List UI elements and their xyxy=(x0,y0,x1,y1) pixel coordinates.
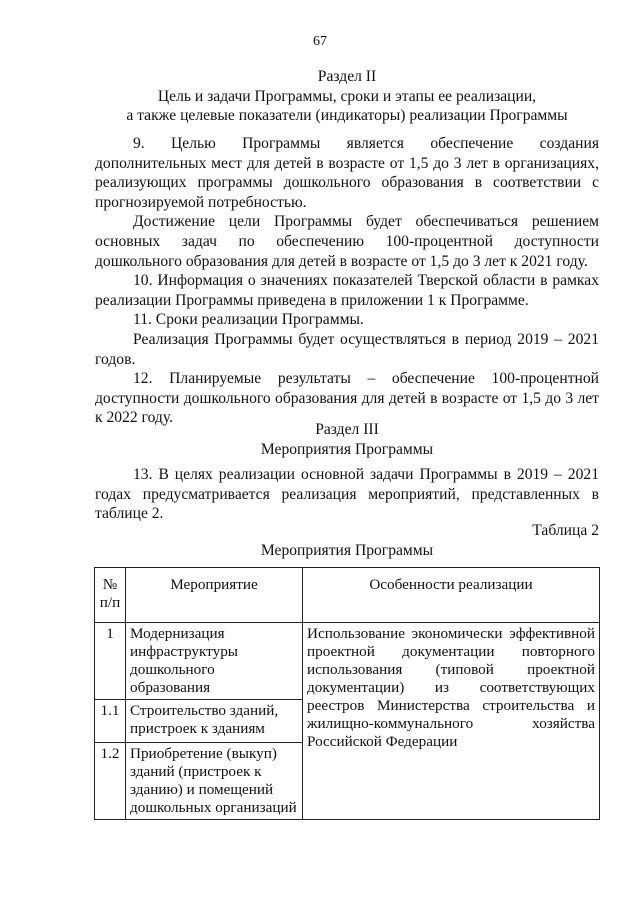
row-event: Строительство зданий, пристроек к зданиям xyxy=(126,700,303,743)
paragraph-12: 12. Планируемые результаты – обеспечение 100-процентной доступности дошкольного образования для детей в возрасте от 1,5 до 3 лет к 2022 году. xyxy=(95,370,599,427)
section-2-subtitle-line1: Цель и задачи Программы, сроки и этапы ее реализации, xyxy=(157,87,537,105)
header-event: Мероприятие xyxy=(126,568,303,623)
events-table xyxy=(94,567,600,820)
section-3-body xyxy=(95,465,599,524)
row-event: Приобретение (выкуп) зданий (пристроек к зданию) и помещений дошкольных организаций xyxy=(126,743,303,820)
section-3-heading xyxy=(95,420,599,459)
paragraph-13: 13. В целях реализации основной задачи Программы в 2019 – 2021 годах предусматривается реализация мероприятий, представленных в таблице 2. xyxy=(95,466,599,523)
page-number: 67 xyxy=(313,34,327,49)
section-3-subtitle: Мероприятия Программы xyxy=(260,440,434,458)
header-features: Особенности реализации xyxy=(303,568,600,623)
section-2-heading xyxy=(95,67,599,126)
table-caption-title: Мероприятия Программы xyxy=(260,542,434,559)
paragraph-goal-achievement: Достижение цели Программы будет обеспечиваться решением основных задач по обеспечению 100-процентной доступности дошкольного образования для детей в возрасте от 1,5 до 3 лет к 2021 году. xyxy=(95,213,599,270)
section-2-title: Раздел II xyxy=(317,68,377,85)
row-event: Модернизация инфраструктуры дошкольного образования xyxy=(126,623,303,700)
section-3-title: Раздел III xyxy=(315,421,379,438)
table-header-row xyxy=(95,568,600,623)
row-features: Использование экономически эффективной проектной документации повторного использования (типовой проектной документации) из соответствующих реестров Министерства строительства и жилищно-коммунального хозяйства Российской Федерации xyxy=(303,623,600,820)
header-num: № п/п xyxy=(95,568,126,623)
section-2-subtitle-line2: а также целевые показатели (индикаторы) реализации Программы xyxy=(126,107,568,125)
row-num: 1.1 xyxy=(95,700,126,743)
paragraph-9: 9. Целью Программы является обеспечение создания дополнительных мест для детей в возрасте от 1,5 до 3 лет в организациях, реализующих программы дошкольного образования в соответствии с прогнозируемой потребностью. xyxy=(95,135,599,211)
table-row xyxy=(95,623,600,700)
row-num: 1.2 xyxy=(95,743,126,820)
paragraph-implementation-period: Реализация Программы будет осуществляться в период 2019 – 2021 годов. xyxy=(95,330,599,368)
table-caption-number: Таблица 2 xyxy=(532,522,599,539)
section-2-body xyxy=(95,134,599,428)
paragraph-10: 10. Информация о значениях показателей Тверской области в рамках реализации Программы приведена в приложении 1 к Программе. xyxy=(95,272,599,309)
row-num: 1 xyxy=(95,623,126,700)
paragraph-11: 11. Сроки реализации Программы. xyxy=(133,311,364,329)
